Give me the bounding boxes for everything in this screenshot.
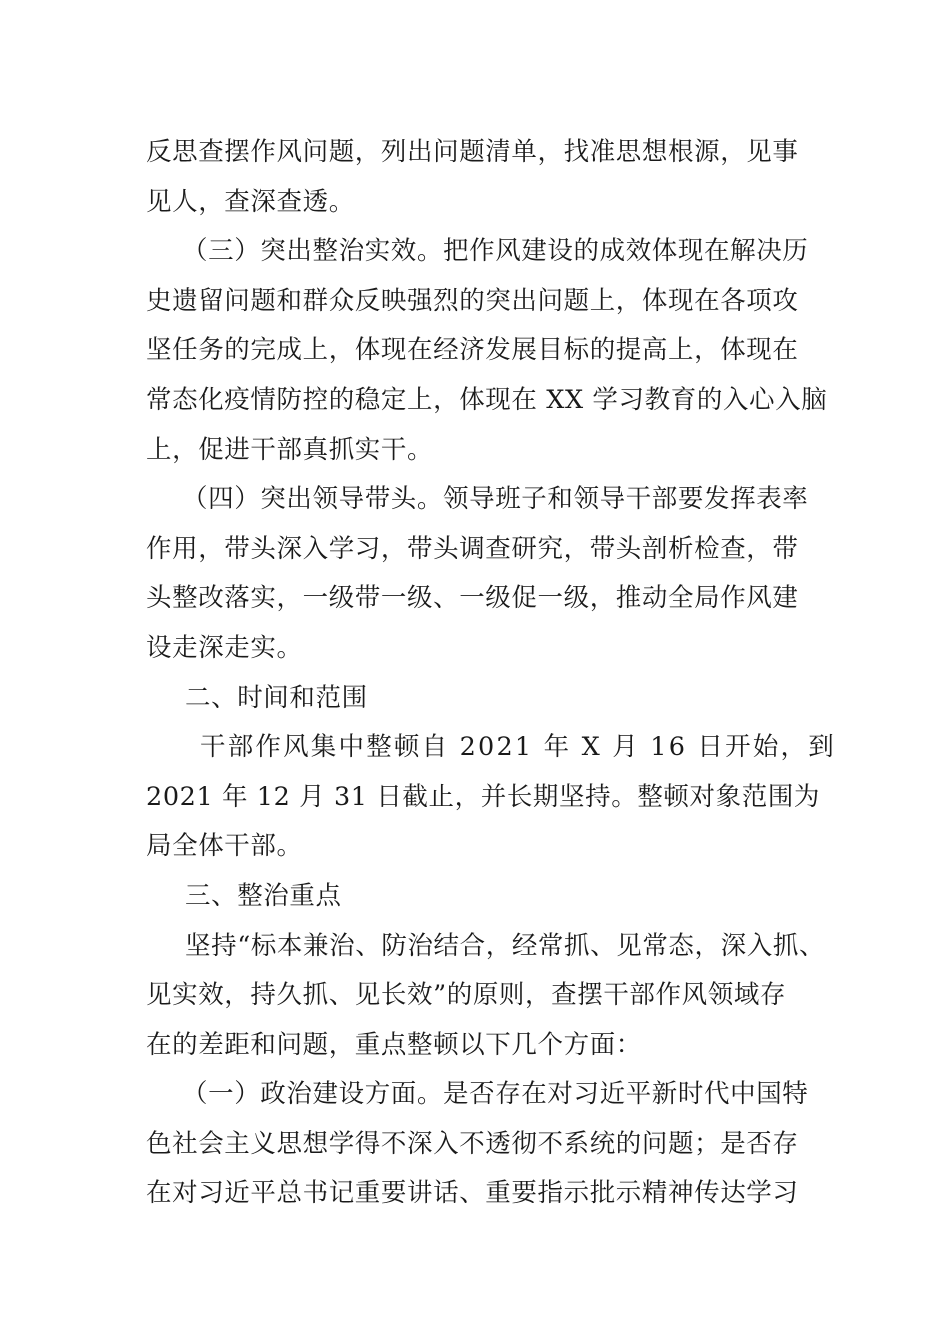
section-heading: 二、时间和范围 [185,682,368,713]
paragraph-line: 常态化疫情防控的稳定上，体现在 XX 学习教育的入心入脑 [146,384,828,415]
paragraph-line: 反思查摆作风问题，列出问题清单，找准思想根源，见事 [146,137,799,167]
paragraph-line: 坚任务的完成上，体现在经济发展目标的提高上，体现在 [146,335,799,366]
paragraph-line: （四）突出领导带头。领导班子和领导干部要发挥表率 [182,484,809,515]
paragraph-line: 色社会主义思想学得不深入不透彻不系统的问题；是否存 [146,1128,799,1159]
paragraph-line: 在对习近平总书记重要讲话、重要指示批示精神传达学习 [146,1178,799,1209]
paragraph-line: 见人，查深查透。 [146,186,355,217]
paragraph-line: 头整改落实，一级带一级、一级促一级，推动全局作风建 [146,583,799,614]
paragraph-line: 在的差距和问题，重点整顿以下几个方面： [146,1029,642,1060]
paragraph-line: 见实效，持久抓、见长效”的原则，查摆干部作风领域存 [146,980,787,1011]
paragraph-line: （一）政治建设方面。是否存在对习近平新时代中国特 [182,1079,809,1110]
paragraph-line: 坚持“标本兼治、防治结合，经常抓、见常态，深入抓、 [185,930,826,961]
paragraph-line: 2021 年 12 月 31 日截止，并长期坚持。整顿对象范围为 [146,781,821,812]
document-body [146,128,836,1219]
paragraph-line: 干部作风集中整顿自 2021 年 X 月 16 日开始，到 [200,732,836,763]
paragraph-line: 上，促进干部真抓实干。 [146,434,434,465]
paragraph-line: 史遗留问题和群众反映强烈的突出问题上，体现在各项攻 [146,285,799,316]
paragraph-line: 作用，带头深入学习，带头调查研究，带头剖析检查，带 [146,533,799,564]
paragraph-line: 设走深走实。 [146,632,303,663]
paragraph-line: 局全体干部。 [146,831,303,862]
paragraph-line: （三）突出整治实效。把作风建设的成效体现在解决历 [182,236,809,267]
section-heading: 三、整治重点 [185,880,342,911]
